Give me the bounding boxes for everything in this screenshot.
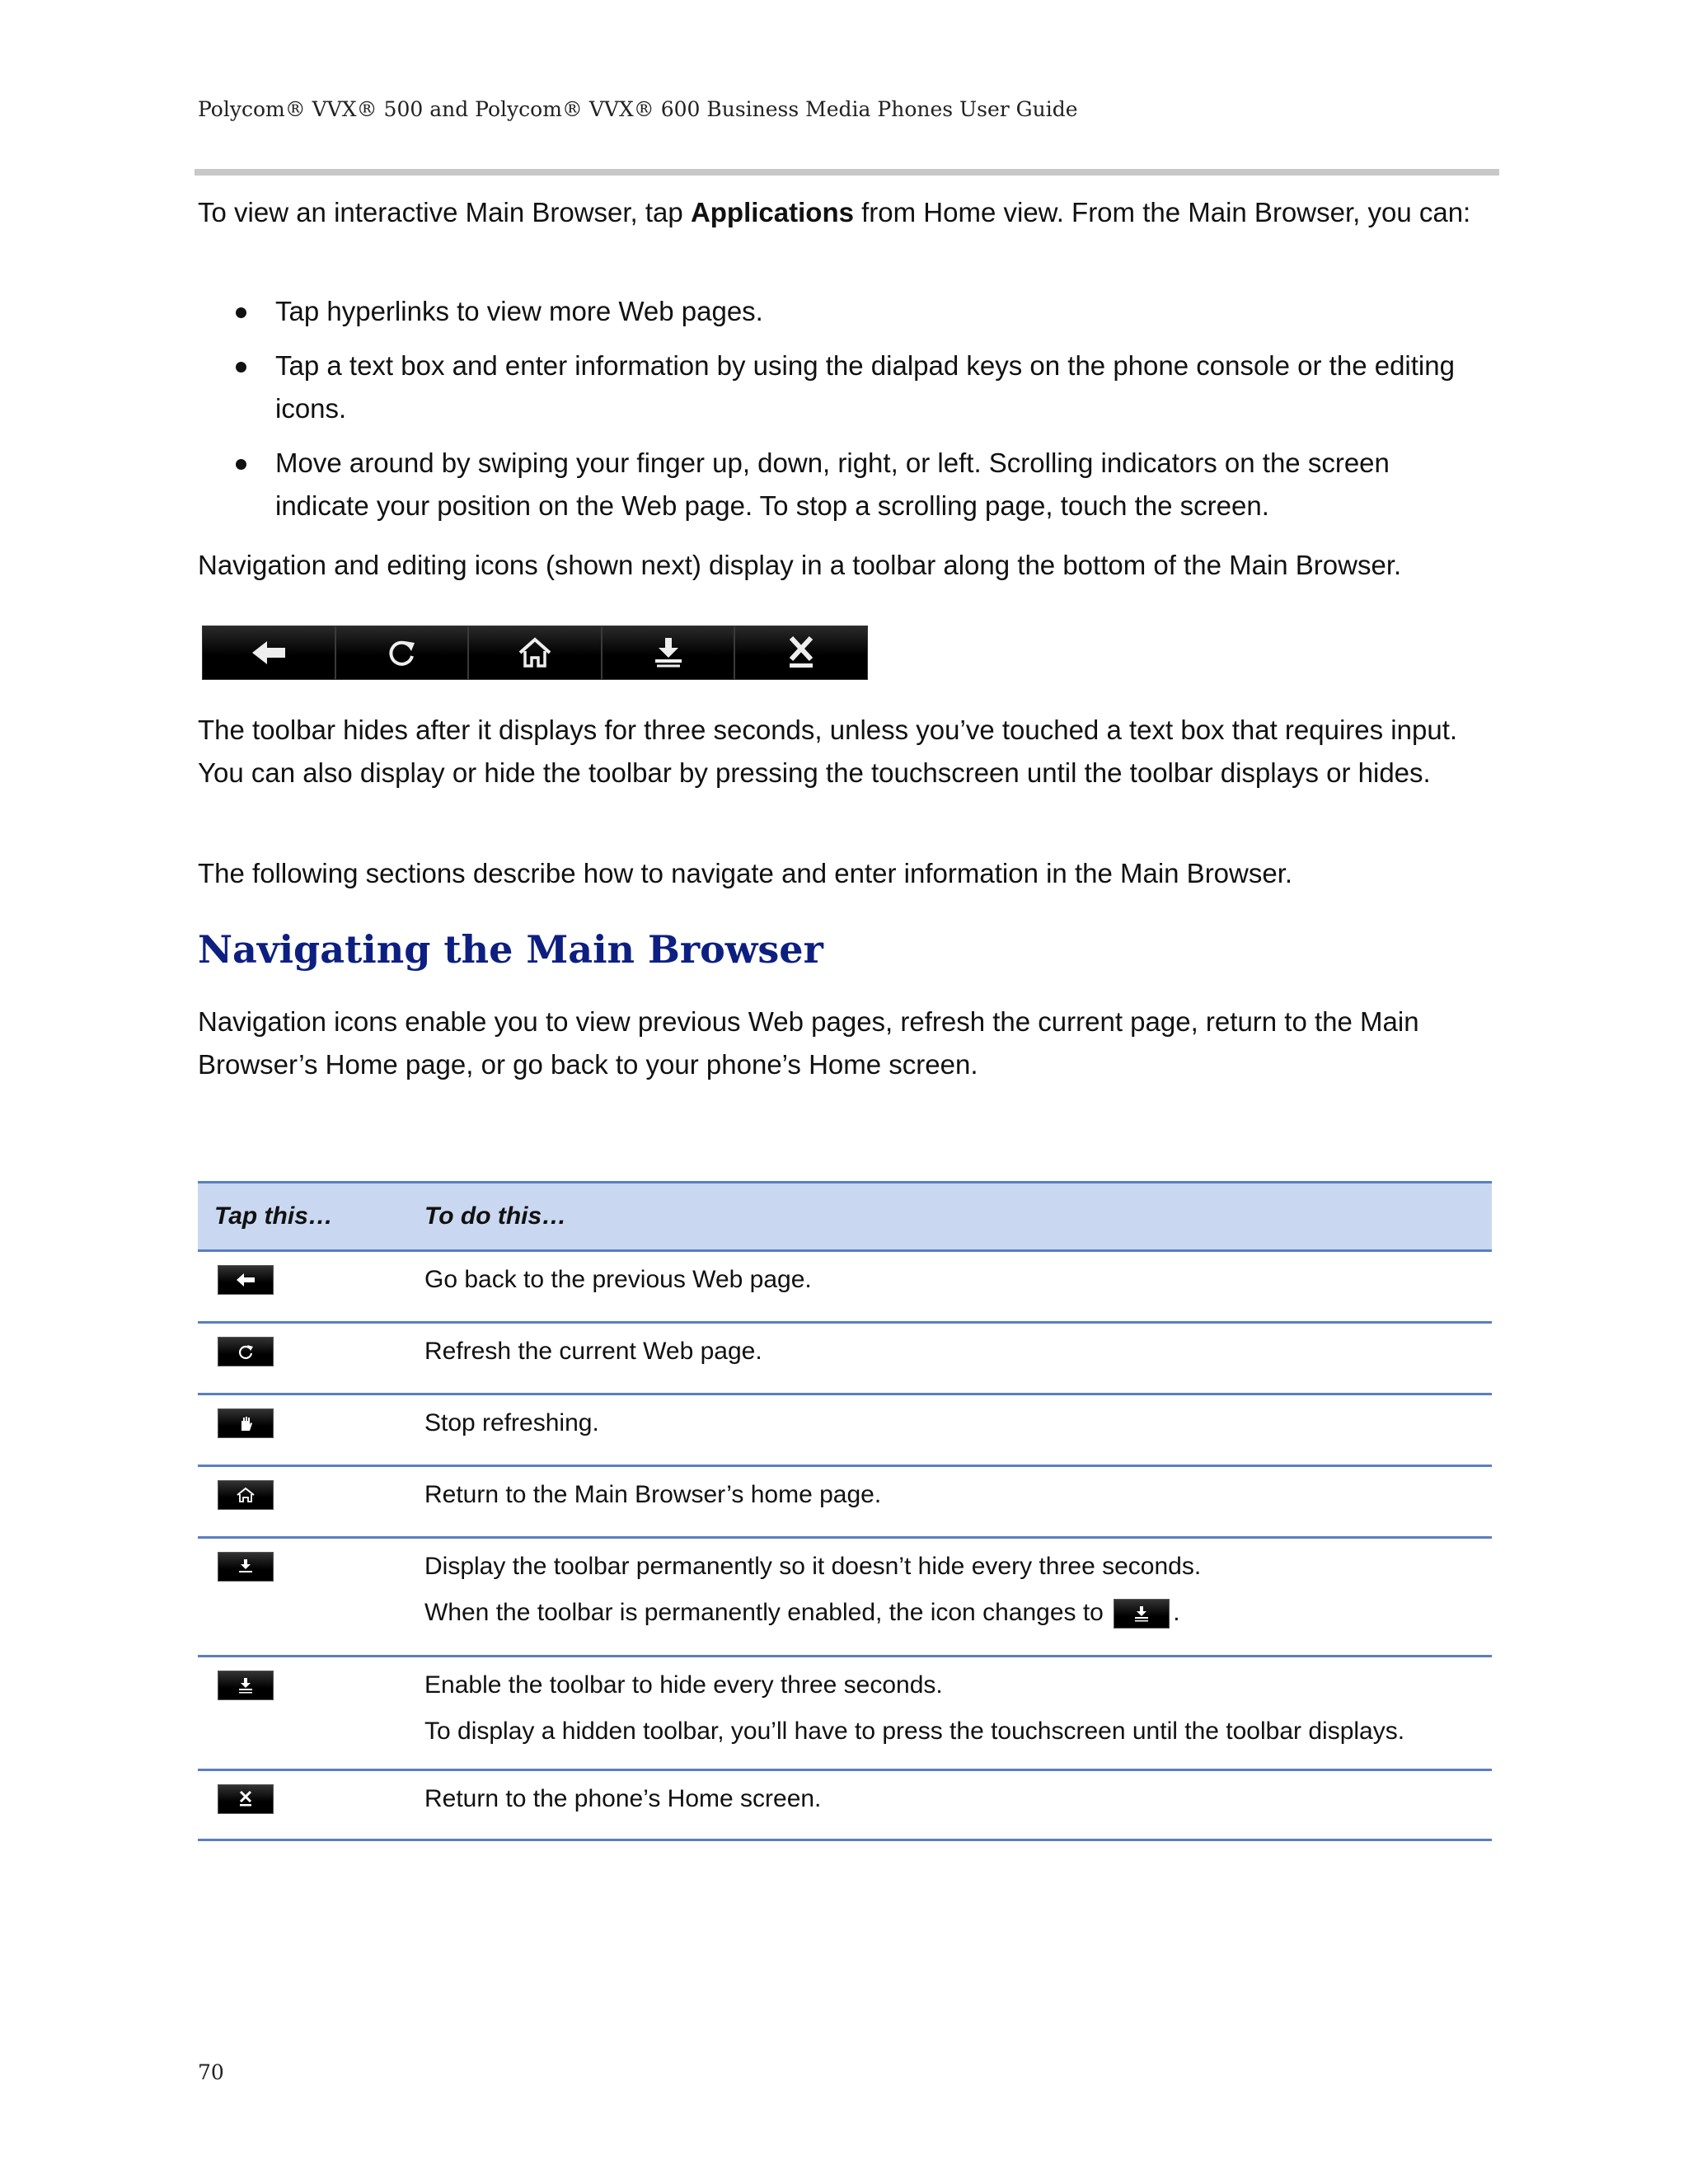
back-arrow-icon — [235, 1271, 256, 1289]
pinned-toolbar-icon — [235, 1676, 256, 1694]
table-cell-icon — [198, 1467, 424, 1536]
icon-chip — [218, 1671, 274, 1700]
refresh-icon — [382, 635, 421, 671]
icon-chip — [218, 1408, 274, 1438]
table-row — [198, 1324, 1492, 1395]
icon-chip — [218, 1784, 274, 1814]
table-cell-icon — [198, 1324, 424, 1393]
toolbar-hides-paragraph: The toolbar hides after it displays for three seconds, unless you’ve touched a text box that requires input. You can also display or hide the toolbar by pressing the touchscreen until the toolbar displays or hides. — [198, 715, 1458, 788]
bullet-text: Tap a text box and enter information by using the dialpad keys on the phone console or the editing icons. — [275, 350, 1455, 424]
table-row — [198, 1657, 1492, 1771]
home-icon — [515, 635, 555, 671]
section-description: Navigation icons enable you to view previous Web pages, refresh the current page, return to the Main Browser’s Home page, or go back to your phone’s Home screen. — [198, 1006, 1419, 1080]
table-cell-icon — [198, 1771, 424, 1839]
intro-paragraph — [198, 191, 1484, 234]
table-cell-text: Return to the Main Browser’s home page. — [424, 1481, 882, 1508]
icon-chip-inline — [1114, 1599, 1170, 1629]
table-header-to-do-this: To do this… — [424, 1202, 567, 1230]
bullet-item — [198, 442, 1484, 527]
row-text-line-2-before: When the toolbar is permanently enabled, the icon changes to — [424, 1599, 1111, 1626]
icon-chip — [218, 1337, 274, 1366]
table-cell-text — [424, 1539, 1492, 1655]
row-text-line-1: Display the toolbar permanently so it doesn’t hide every three seconds. — [424, 1553, 1202, 1580]
header-rule — [195, 169, 1499, 176]
intro-text-before: To view an interactive Main Browser, tap — [198, 197, 691, 227]
table-cell-icon — [198, 1657, 424, 1769]
table-cell-icon — [198, 1539, 424, 1655]
bullet-text: Tap hyperlinks to view more Web pages. — [275, 296, 763, 326]
table-cell-text: Stop refreshing. — [424, 1409, 599, 1436]
icon-chip — [218, 1265, 274, 1295]
refresh-icon — [235, 1343, 256, 1361]
pinned-toolbar-icon — [1131, 1605, 1152, 1623]
table-header — [198, 1181, 1492, 1252]
row-text-line-2: To display a hidden toolbar, you’ll have to press the touchscreen until the toolbar displays. — [424, 1718, 1405, 1745]
bullet-item — [198, 344, 1484, 430]
stop-hand-icon — [235, 1414, 256, 1432]
section-heading: Navigating the Main Browser — [198, 927, 823, 972]
toolbar-pin-button — [603, 626, 736, 679]
toolbar-caption: Navigation and editing icons (shown next) display in a toolbar along the bottom of the Main Browser. — [198, 550, 1402, 580]
table-row — [198, 1467, 1492, 1539]
close-x-icon — [781, 635, 821, 671]
row-text-line-2-after: . — [1173, 1599, 1180, 1626]
intro-text-after: from Home view. From the Main Browser, you can: — [853, 197, 1471, 227]
table-row — [198, 1539, 1492, 1657]
bullet-dot — [236, 362, 246, 373]
icon-chip — [218, 1480, 274, 1510]
following-sections-paragraph: The following sections describe how to navigate and enter information in the Main Browser. — [198, 858, 1293, 888]
page-number: 70 — [198, 2060, 224, 2084]
toolbar-refresh-button — [336, 626, 470, 679]
download-toolbar-icon — [649, 635, 688, 671]
table-cell-text: Refresh the current Web page. — [424, 1338, 762, 1365]
table-row — [198, 1395, 1492, 1467]
bullet-text: Move around by swiping your finger up, down, right, or left. Scrolling indicators on the screen indicate your position on the Web page. To stop a scrolling page, touch the screen. — [275, 448, 1390, 521]
bullet-list — [198, 290, 1484, 539]
navigation-icons-table — [198, 1181, 1492, 1841]
bullet-dot — [236, 459, 246, 470]
table-cell-text: Return to the phone’s Home screen. — [424, 1785, 822, 1812]
back-arrow-icon — [249, 635, 288, 671]
table-header-tap-this: Tap this… — [214, 1202, 333, 1230]
table-row — [198, 1771, 1492, 1841]
browser-toolbar-image — [202, 626, 868, 680]
table-cell-icon — [198, 1395, 424, 1465]
close-x-icon — [235, 1790, 256, 1808]
home-icon — [235, 1486, 256, 1504]
toolbar-home-button — [469, 626, 603, 679]
icon-chip — [218, 1552, 274, 1582]
table-cell-icon — [198, 1252, 424, 1321]
table-cell-text: Go back to the previous Web page. — [424, 1266, 812, 1293]
table-row — [198, 1252, 1492, 1324]
running-header: Polycom® VVX® 500 and Polycom® VVX® 600 Business Media Phones User Guide — [198, 97, 1078, 121]
table-cell-text — [424, 1657, 1492, 1769]
intro-bold-applications: Applications — [690, 197, 854, 227]
toolbar-back-button — [203, 626, 336, 679]
row-text-line-1: Enable the toolbar to hide every three seconds. — [424, 1671, 943, 1699]
bullet-dot — [236, 307, 246, 318]
row-text-line-2 — [424, 1596, 1492, 1629]
toolbar-close-button — [735, 626, 867, 679]
bullet-item — [198, 290, 1484, 333]
download-toolbar-icon — [235, 1558, 256, 1576]
